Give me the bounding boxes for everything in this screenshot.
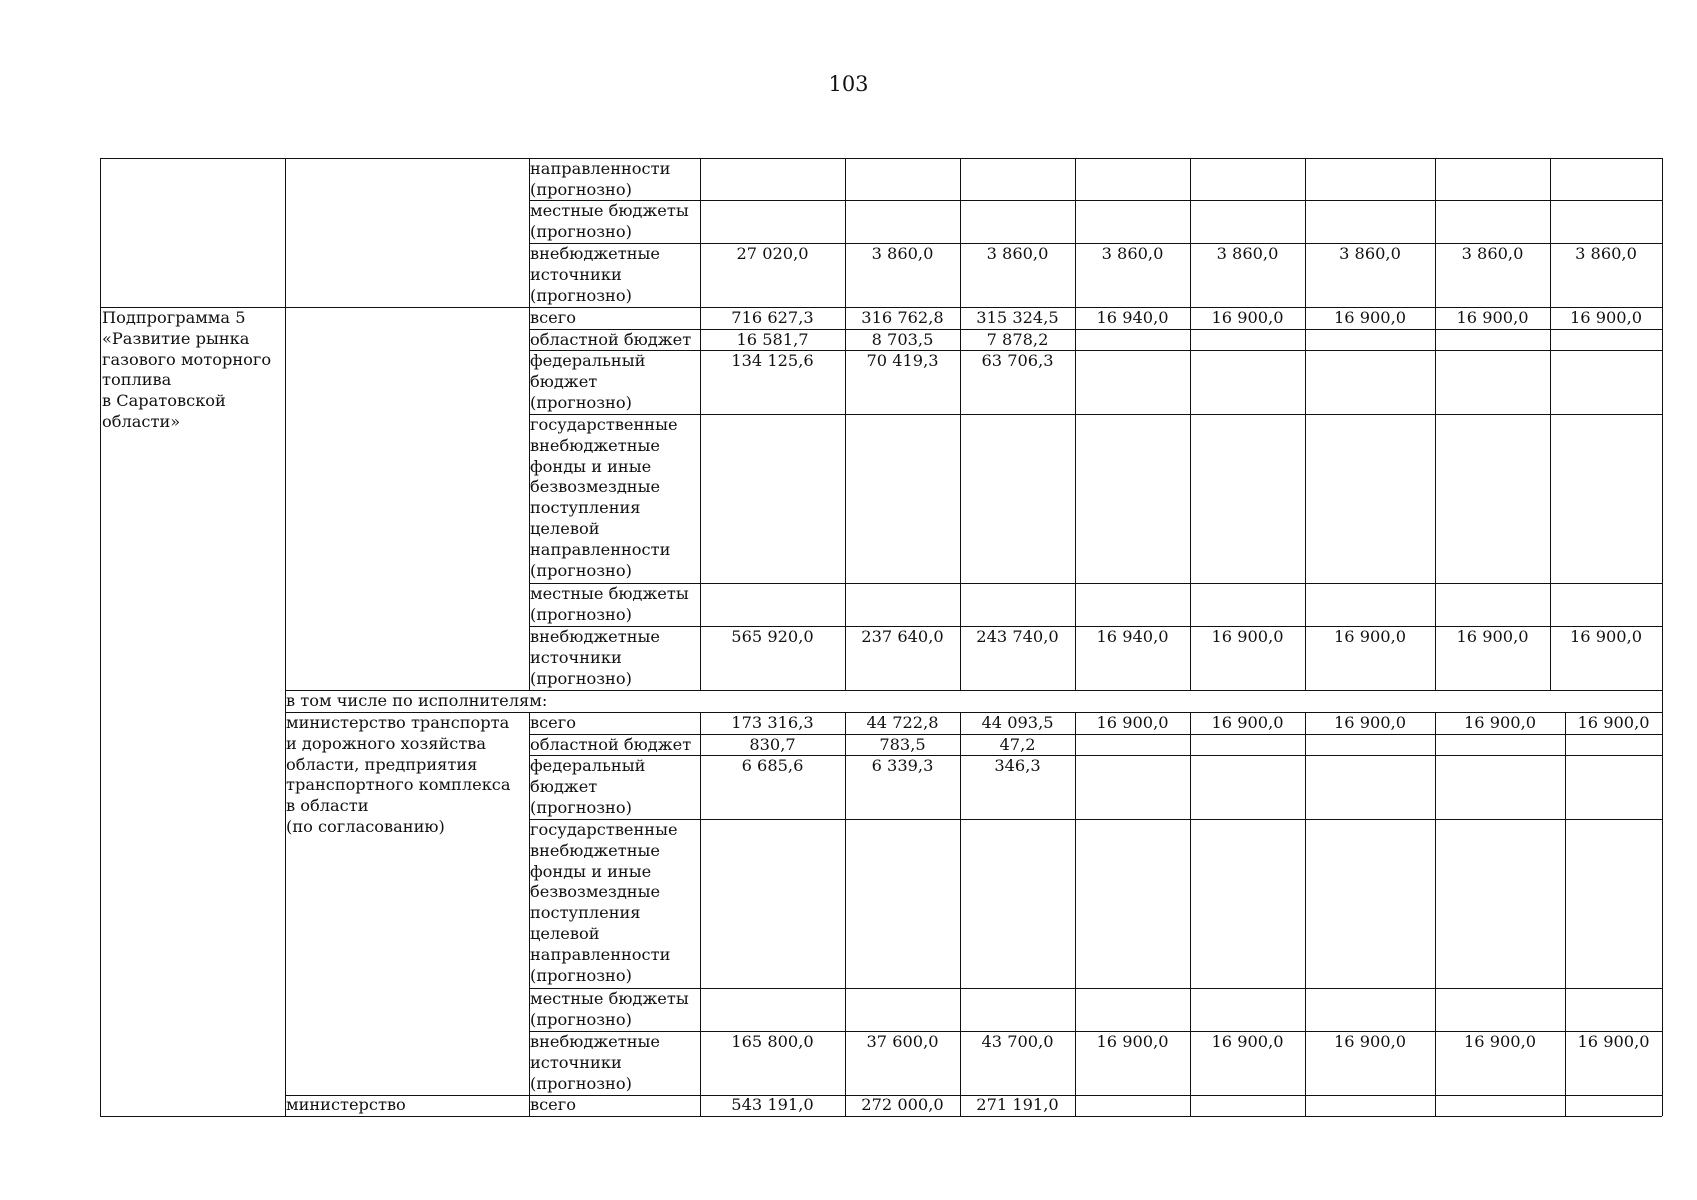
table-column-rule [1190, 158, 1191, 690]
value-cell: 3 860,0 [871, 244, 934, 263]
value-cell: 16 900,0 [1463, 713, 1537, 732]
value-cell: 16 581,7 [736, 330, 809, 349]
source-label: целевой [530, 924, 600, 943]
table-row-rule [529, 734, 1662, 735]
source-label: всего [530, 1095, 576, 1114]
table-column-rule [1435, 158, 1436, 690]
program-title: в Саратовской [102, 391, 226, 411]
source-label: областной бюджет [530, 735, 692, 754]
table-row-rule [529, 988, 1662, 989]
table-column-rule [100, 158, 101, 1116]
source-label: направленности [530, 159, 671, 178]
executor-name: и дорожного хозяйства [286, 733, 487, 753]
executor-name: министерство транспорта [286, 713, 510, 732]
value-cell: 16 900,0 [1096, 1032, 1169, 1051]
value-cell: 16 940,0 [1096, 308, 1169, 327]
value-cell: 173 316,3 [731, 713, 814, 732]
table-column-rule [960, 158, 961, 690]
source-label: (прогнозно) [530, 965, 632, 985]
value-cell: 37 600,0 [866, 1032, 939, 1051]
table-column-rule [845, 158, 846, 690]
value-cell: 543 191,0 [731, 1095, 814, 1114]
value-cell: 16 900,0 [1456, 308, 1529, 327]
value-cell: 16 900,0 [1569, 308, 1643, 327]
value-cell: 165 800,0 [731, 1032, 814, 1051]
table-column-rule [1075, 712, 1076, 1116]
source-label: бюджет [530, 776, 598, 796]
source-label: (прогнозно) [530, 797, 632, 817]
value-cell: 16 900,0 [1333, 713, 1407, 732]
value-cell: 3 860,0 [1101, 244, 1164, 263]
table-column-rule [1550, 158, 1551, 690]
including-executors-label: в том числе по исполнителям: [286, 691, 548, 710]
value-cell: 16 900,0 [1211, 713, 1284, 732]
value-cell: 16 900,0 [1333, 308, 1407, 327]
value-cell: 3 860,0 [986, 244, 1049, 263]
source-label: (прогнозно) [530, 1073, 632, 1093]
executor-name: в области [286, 796, 369, 816]
source-label: поступления [530, 498, 641, 518]
source-label: фонды и иные [530, 861, 652, 881]
program-title: топлива [102, 370, 172, 390]
source-label: (прогнозно) [530, 285, 632, 305]
table-row-rule [529, 414, 1662, 415]
source-label: государственные [530, 820, 678, 839]
source-label: источники [530, 647, 622, 667]
value-cell: 134 125,6 [731, 351, 814, 370]
executor-name: транспортного комплекса [286, 775, 511, 795]
table-row-rule [100, 158, 1662, 159]
source-label: (прогнозно) [530, 221, 632, 241]
value-cell: 16 900,0 [1211, 308, 1284, 327]
source-label: (прогнозно) [530, 392, 632, 412]
table-column-rule [1435, 712, 1436, 1116]
executor-name: министерство [286, 1095, 406, 1114]
value-cell: 6 339,3 [871, 756, 934, 775]
source-label: внебюджетные [530, 840, 660, 860]
executor-name: области, предприятия [286, 754, 478, 774]
source-label: (прогнозно) [530, 1009, 632, 1029]
value-cell: 16 900,0 [1569, 627, 1643, 646]
source-label: направленности [530, 944, 671, 964]
budget-table [100, 158, 1662, 1116]
source-label: федеральный [530, 351, 646, 370]
value-cell: 3 860,0 [1339, 244, 1401, 263]
source-label: фонды и иные [530, 456, 652, 476]
program-title: Подпрограмма 5 [102, 308, 246, 327]
source-label: (прогнозно) [530, 604, 632, 624]
value-cell: 16 900,0 [1211, 627, 1284, 646]
table-column-rule [1662, 158, 1663, 1116]
source-label: (прогнозно) [530, 179, 632, 199]
source-label: целевой [530, 519, 600, 538]
table-row-rule [529, 350, 1662, 351]
program-title: «Развитие рынка [102, 328, 250, 348]
value-cell: 346,3 [994, 756, 1041, 775]
source-label: поступления [530, 903, 641, 923]
source-label: всего [530, 713, 576, 732]
source-label: бюджет [530, 371, 598, 391]
page-number: 103 [828, 72, 869, 96]
source-label: федеральный [530, 756, 646, 775]
value-cell: 565 920,0 [731, 627, 814, 646]
table-column-rule [700, 158, 701, 690]
source-label: внебюджетные [530, 435, 660, 455]
table-column-rule [1075, 158, 1076, 690]
source-label: всего [530, 308, 576, 327]
value-cell: 7 878,2 [986, 330, 1049, 349]
value-cell: 16 900,0 [1211, 1032, 1284, 1051]
value-cell: 783,5 [879, 735, 926, 754]
source-label: местные бюджеты [530, 201, 689, 220]
value-cell: 16 900,0 [1333, 627, 1407, 646]
table-row-rule [529, 329, 1662, 330]
value-cell: 316 762,8 [861, 308, 944, 327]
value-cell: 3 860,0 [1216, 244, 1279, 263]
value-cell: 243 740,0 [976, 627, 1059, 646]
value-cell: 237 640,0 [861, 627, 944, 646]
value-cell: 315 324,5 [976, 308, 1059, 327]
table-row-rule [529, 583, 1662, 584]
source-label: местные бюджеты [530, 584, 689, 603]
value-cell: 16 900,0 [1577, 1032, 1650, 1051]
table-column-rule [1305, 712, 1306, 1116]
source-label: государственные [530, 415, 678, 434]
table-column-rule [285, 158, 286, 1116]
source-label: (прогнозно) [530, 668, 632, 688]
value-cell: 16 900,0 [1577, 713, 1650, 732]
table-row-rule [529, 755, 1662, 756]
value-cell: 271 191,0 [976, 1095, 1059, 1114]
executor-name: (по согласованию) [286, 817, 445, 836]
value-cell: 3 860,0 [1575, 244, 1637, 263]
source-label: внебюджетные [530, 244, 660, 263]
source-label: безвозмездные [530, 882, 661, 902]
source-label: внебюджетные [530, 1032, 660, 1051]
value-cell: 830,7 [749, 735, 796, 754]
value-cell: 27 020,0 [736, 244, 809, 263]
value-cell: 47,2 [999, 735, 1036, 754]
value-cell: 6 685,6 [741, 756, 804, 775]
table-column-rule [1190, 712, 1191, 1116]
table-column-rule [1565, 712, 1566, 1116]
program-title: газового моторного [102, 349, 272, 369]
value-cell: 16 900,0 [1333, 1032, 1407, 1051]
source-label: областной бюджет [530, 330, 692, 349]
value-cell: 44 722,8 [866, 713, 939, 732]
table-row-rule [100, 1116, 1662, 1117]
value-cell: 63 706,3 [981, 351, 1054, 370]
value-cell: 3 860,0 [1461, 244, 1524, 263]
source-label: источники [530, 1052, 622, 1072]
value-cell: 16 940,0 [1096, 627, 1169, 646]
value-cell: 16 900,0 [1456, 627, 1529, 646]
value-cell: 44 093,5 [981, 713, 1054, 732]
value-cell: 16 900,0 [1096, 713, 1169, 732]
value-cell: 8 703,5 [871, 330, 934, 349]
source-label: источники [530, 264, 622, 284]
table-row-rule [529, 200, 1662, 201]
table-column-rule [1305, 158, 1306, 690]
source-label: (прогнозно) [530, 560, 632, 580]
value-cell: 43 700,0 [981, 1032, 1054, 1051]
value-cell: 16 900,0 [1463, 1032, 1537, 1051]
program-title: области» [102, 412, 181, 431]
source-label: направленности [530, 539, 671, 559]
source-label: безвозмездные [530, 477, 661, 497]
value-cell: 272 000,0 [861, 1095, 944, 1114]
table-row-rule [529, 819, 1662, 820]
source-label: местные бюджеты [530, 989, 689, 1008]
source-label: внебюджетные [530, 627, 660, 646]
value-cell: 716 627,3 [731, 308, 814, 327]
value-cell: 70 419,3 [866, 351, 939, 370]
